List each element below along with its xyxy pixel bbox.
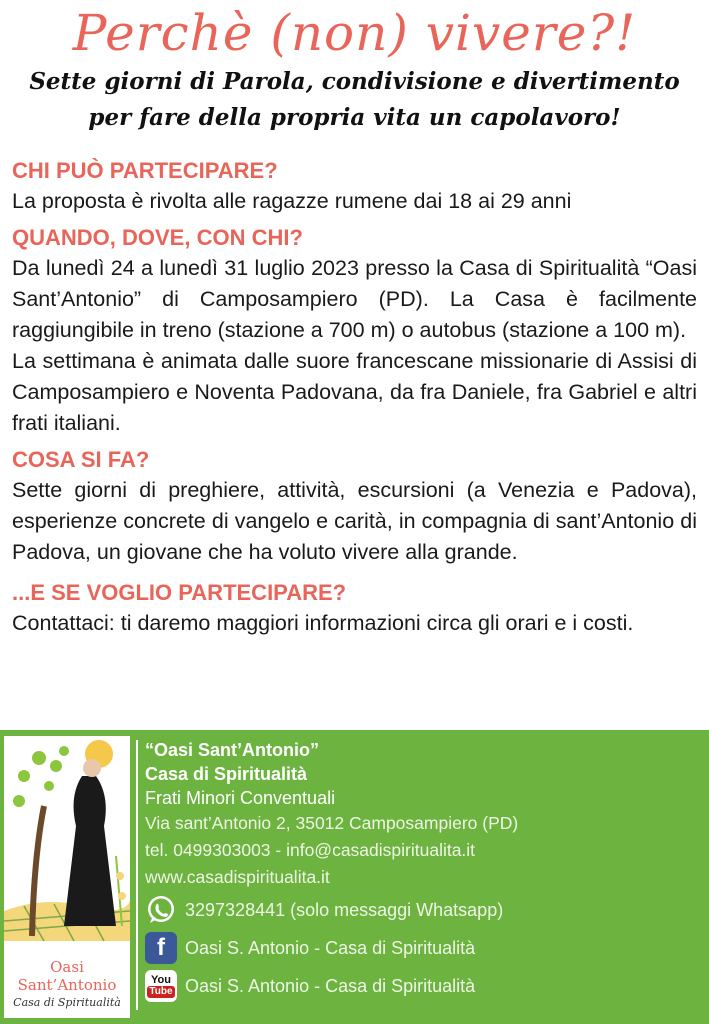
address: Via sant’Antonio 2, 35012 Camposampiero (PD) (145, 813, 519, 833)
subtitle-line-2: per fare della propria vita un capolavoro! (88, 104, 621, 131)
youtube-row[interactable] (145, 967, 701, 1005)
facebook-icon: f (145, 932, 177, 964)
divider (136, 740, 138, 1010)
section-paragraph: La proposta è rivolta alle ragazze rumene dai 18 ai 29 anni (12, 189, 572, 213)
subtitle-line-1: Sette giorni di Parola, condivisione e divertimento (29, 68, 680, 95)
youtube-channel: Oasi S. Antonio - Casa di Spiritualità (185, 975, 476, 996)
whatsapp-number: 3297328441 (solo messaggi Whatsapp) (185, 899, 504, 920)
logo (4, 736, 130, 1018)
youtube-icon: You Tube (145, 970, 177, 1002)
facebook-row[interactable] (145, 929, 701, 967)
section-paragraph: Da lunedì 24 a lunedì 31 luglio 2023 presso la Casa di Spiritualità “Oasi Sant’Antonio” di Camposampiero (PD). La Casa è facilmente raggiungibile in treno (stazione a 700 m) o autobus (stazione a 100 m). (12, 256, 697, 342)
section-what (12, 445, 697, 568)
page-subtitle (0, 64, 709, 136)
whatsapp-row[interactable] (145, 891, 701, 929)
whatsapp-icon (145, 894, 177, 926)
org-name: “Oasi Sant’Antonio” (145, 740, 320, 760)
page-title: Perchè (non) vivere?! (72, 4, 637, 62)
website-link[interactable]: www.casadispiritualita.it (145, 867, 330, 887)
logo-line-1: Oasi (50, 958, 84, 976)
logo-line-3: Casa di Spiritualità (13, 996, 121, 1009)
section-paragraph: Contattaci: ti daremo maggiori informazioni circa gli orari e i costi. (12, 611, 634, 635)
phone-email[interactable]: tel. 0499303003 - info@casadispiritualita.it (145, 840, 476, 860)
contact-info (145, 738, 701, 1005)
footer (0, 730, 709, 1024)
facebook-page: Oasi S. Antonio - Casa di Spiritualità (185, 937, 476, 958)
logo-caption (4, 958, 130, 1012)
section-when (12, 223, 697, 439)
section-heading: COSA SI FA? (12, 447, 150, 472)
main-content (12, 156, 697, 639)
logo-illustration-icon (4, 736, 130, 946)
logo-line-2: Sant’Antonio (17, 976, 117, 994)
section-paragraph: La settimana è animata dalle suore francescane missionarie di Assisi di Camposampiero e Noventa Padovana, da fra Daniele, fra Gabriel e altri frati italiani. (12, 349, 697, 435)
section-join (12, 578, 697, 639)
section-heading: ...E SE VOGLIO PARTECIPARE? (12, 580, 347, 605)
section-heading: CHI PUÒ PARTECIPARE? (12, 158, 278, 183)
section-heading: QUANDO, DOVE, CON CHI? (12, 225, 303, 250)
section-paragraph: Sette giorni di preghiere, attività, escursioni (a Venezia e Padova), esperienze concrete di vangelo e carità, in compagnia di sant’Antonio di Padova, un giovane che ha voluto vivere alla grande. (12, 478, 697, 564)
section-who (12, 156, 697, 217)
org-subtitle: Casa di Spiritualità (145, 764, 308, 784)
org-order: Frati Minori Conventuali (145, 788, 336, 808)
